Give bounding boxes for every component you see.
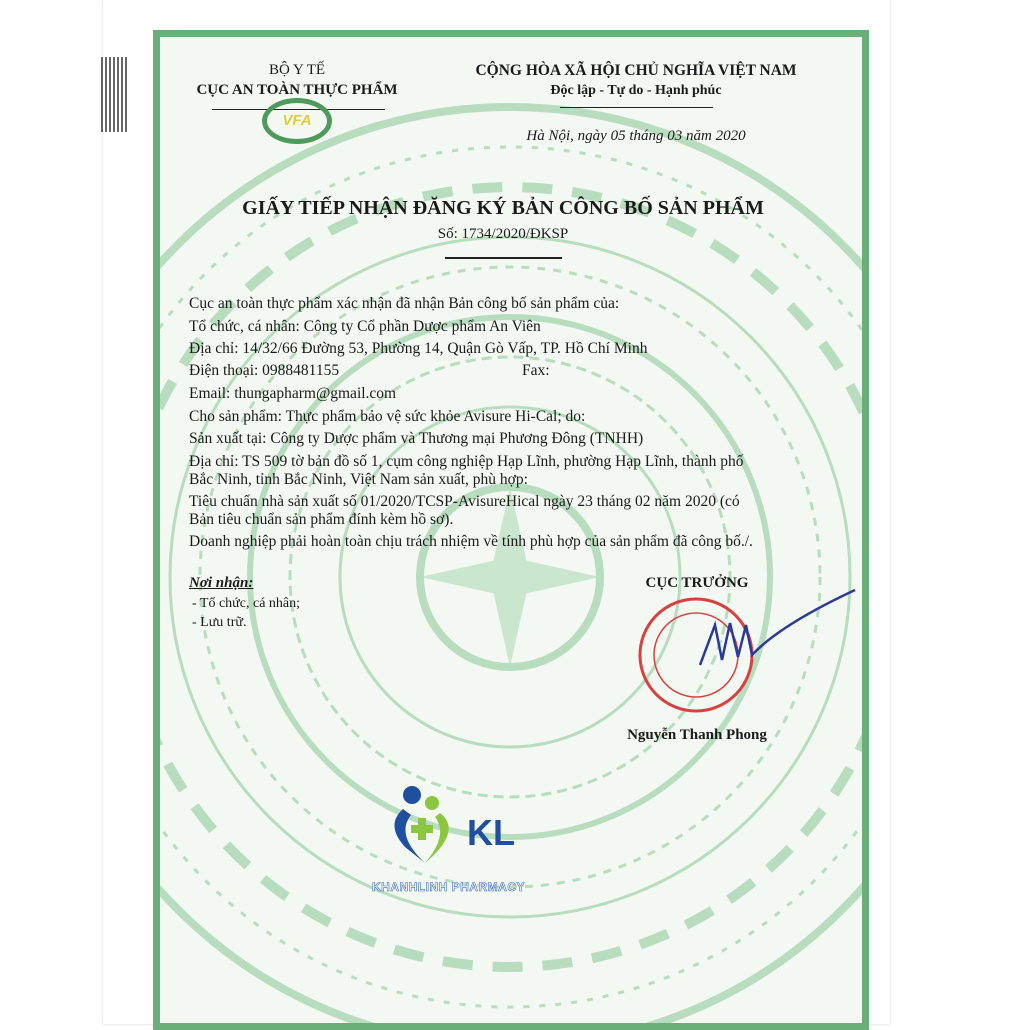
body-line: Địa chỉ: 14/32/66 Đường 53, Phường 14, Quận Gò Vấp, TP. Hồ Chí Minh [189, 340, 648, 357]
ministry-name: BỘ Y TẾ [268, 62, 326, 78]
recipients-title: Nơi nhận: [189, 575, 254, 591]
document-number: Số: 1734/2020/ĐKSP [437, 226, 569, 242]
body-line: Sản xuất tại: Công ty Dược phẩm và Thương mại Phương Đông (TNHH) [189, 430, 644, 447]
qr-code [101, 57, 129, 132]
body-line: Email: thungapharm@gmail.com [189, 385, 397, 402]
body-line: Bắc Ninh, tỉnh Bắc Ninh, Việt Nam sản xuất, phù hợp: [189, 471, 528, 488]
recipient-item: - Tổ chức, cá nhân; [192, 596, 301, 611]
document-title: GIẤY TIẾP NHẬN ĐĂNG KÝ BẢN CÔNG BỐ SẢN PHẨM [242, 197, 764, 219]
signer-position: CỤC TRƯỞNG [645, 575, 749, 591]
body-line: Bản tiêu chuẩn sản phẩm đính kèm hồ sơ). [189, 511, 454, 528]
body-line: Tiêu chuẩn nhà sản xuất số 01/2020/TCSP-AvisureHical ngày 23 tháng 02 năm 2020 (có [189, 493, 740, 510]
motto-underline [560, 107, 713, 108]
recipient-item: - Lưu trữ. [192, 615, 247, 630]
body-line: Cho sản phẩm: Thực phẩm bảo vệ sức khỏe Avisure Hi-Cal; do: [189, 408, 586, 425]
official-stamp [640, 599, 752, 711]
body-line: Doanh nghiệp phải hoàn toàn chịu trách nhiệm về tính phù hợp của sản phẩm đã công bố./. [189, 533, 753, 550]
vfa-logo [262, 98, 332, 144]
pharmacy-logo-text: KL [467, 812, 515, 853]
body-line: Điện thoại: 0988481155 [189, 362, 340, 379]
fax-label: Fax: [522, 362, 550, 379]
body-line: Tổ chức, cá nhân: Công ty Cổ phần Dược phẩm An Viên [189, 318, 541, 335]
body-line: Cục an toàn thực phẩm xác nhận đã nhận Bản công bố sản phẩm của: [189, 295, 620, 312]
signature [700, 590, 855, 665]
pharmacy-brand: KHANHLINH PHARMACY [372, 880, 525, 894]
motto: Độc lập - Tự do - Hạnh phúc [550, 83, 722, 98]
body-line: Địa chỉ: TS 509 tờ bản đồ số 1, cụm công nghiệp Hạp Lĩnh, phường Hạp Lĩnh, thành phố [189, 453, 744, 470]
signer-name: Nguyễn Thanh Phong [627, 727, 767, 743]
title-divider [445, 257, 562, 259]
agency-name: CỤC AN TOÀN THỰC PHẨM [196, 82, 398, 98]
pharmacy-logo-icon [385, 785, 465, 865]
stamp-and-signature [630, 585, 860, 715]
vfa-logo-text: VFA [282, 112, 312, 129]
issue-date: Hà Nội, ngày 05 tháng 03 năm 2020 [526, 128, 746, 144]
country-name: CỘNG HÒA XÃ HỘI CHỦ NGHĨA VIỆT NAM [475, 62, 797, 79]
